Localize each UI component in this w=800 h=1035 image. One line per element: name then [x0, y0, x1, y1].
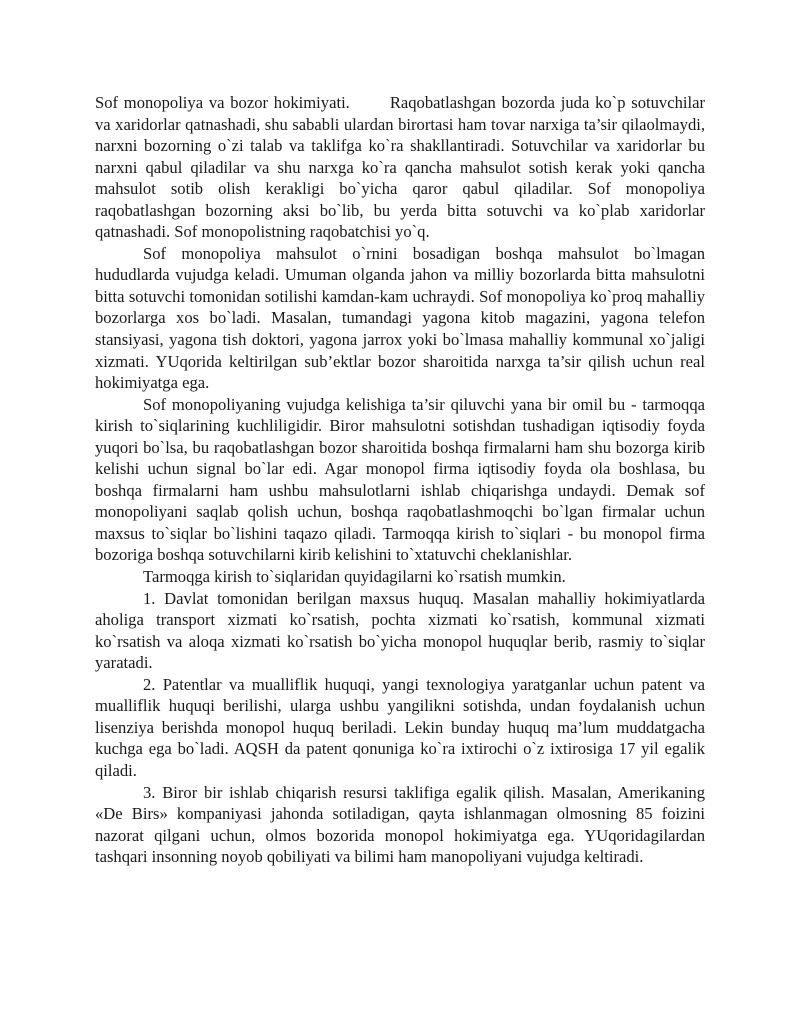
paragraph: Sof monopoliya mahsulot o`rnini bosadigan boshqa mahsulot bo`lmagan hududlarda vujudga keladi. Umuman olganda jahon va milliy bozorlarda bitta mahsulotni bitta sotuvchi tomonidan sotilishi kamdan-kam uchraydi. Sof monopoliya ko`proq mahalliy bozorlarga xos bo`ladi. Masalan, tumandagi yagona kitob magazini, yagona telefon stansiyasi, yagona tish doktori, yagona jarrox yoki bo`lmasa mahalliy kommunal xo`jaligi xizmati. YUqorida keltirilgan sub’ektlar bozor sharoitida narxga ta’sir qilish uchun real hokimiyatga ega.	[95, 243, 705, 393]
paragraph-text: Raqobatlashgan bozorda juda ko`p sotuvchilar va xaridorlar qatnashadi, shu sababli ulardan birortasi ham tovar narxiga ta’sir qilaolmaydi, narxni bozorning o`zi talab va taklifga ko`ra shakllantiradi. Sotuvchilar va xaridorlar bu narxni qabul qiladilar va shu narxga ko`ra qancha mahsulot sotish kerak yoki qancha mahsulot sotib olish kerakligi bo`yicha qaror qabul qiladilar. Sof monopoliya raqobatlashgan bozorning aksi bo`lib, bu yerda bitta sotuvchi va ko`plab xaridorlar qatnashadi. Sof monopolistning raqobatchisi yo`q.	[95, 93, 705, 242]
list-item-2: 2. Patentlar va mualliflik huquqi, yangi texnologiya yaratganlar uchun patent va mualliflik huquqi berilishi, ularga ushbu yangilikni sotishda, undan foydalanish uchun lisenziya berishda monopol huquq beriladi. Lekin bunday huquq ma’lum muddatgacha kuchga ega bo`ladi. AQSH da patent qonuniga ko`ra ixtirochi o`z ixtirosiga 17 yil egalik qiladi.	[95, 674, 705, 780]
document-page	[95, 92, 705, 868]
paragraph-intro	[95, 92, 705, 243]
paragraph: Tarmoqga kirish to`siqlaridan quyidagilarni ko`rsatish mumkin.	[143, 567, 566, 587]
section-heading: Sof monopoliya va bozor hokimiyati.	[95, 93, 350, 112]
list-item-3: 3. Biror bir ishlab chiqarish resursi taklifiga egalik qilish. Masalan, Amerikaning «De Birs» kompaniyasi jahonda sotiladigan, qayta ishlanmagan olmosning 85 foizini nazorat qilgani uchun, olmos bozorida monopol hokimiyatga ega. YUqoridagilardan tashqari insonning noyob qobiliyati va bilimi ham manopoliyani vujudga keltiradi.	[95, 782, 705, 867]
paragraph: Sof monopoliyaning vujudga kelishiga ta’sir qiluvchi yana bir omil bu - tarmoqqa kirish to`siqlarining kuchliligidir. Biror mahsulotni sotishdan tushadigan iqtisodiy foyda yuqori bo`lsa, bu raqobatlashgan bozor sharoitida boshqa firmalarni ham shu bozorga kirib kelishi uchun signal bo`lar edi. Agar monopol firma iqtisodiy foyda ola boshlasa, bu boshqa firmalarni ham ushbu mahsulotlarni ishlab chiqarishga undaydi. Demak sof monopoliyani saqlab qolish uchun, boshqa raqobatlashmoqchi bo`lgan firmalar uchun maxsus to`siqlar bo`lishini taqazo qiladi. Tarmoqqa kirish to`siqlari - bu monopol firma bozoriga boshqa sotuvchilarni kirib kelishini to`xtatuvchi cheklanishlar.	[95, 394, 705, 565]
list-item-1: 1. Davlat tomonidan berilgan maxsus huquq. Masalan mahalliy hokimiyatlarda aholiga transport xizmati ko`rsatish, pochta xizmati ko`rsatish, kommunal xizmati ko`rsatish va aloqa xizmati ko`rsatish bo`yicha monopol huquqlar berib, rasmiy to`siqlar yaratadi.	[95, 588, 705, 673]
